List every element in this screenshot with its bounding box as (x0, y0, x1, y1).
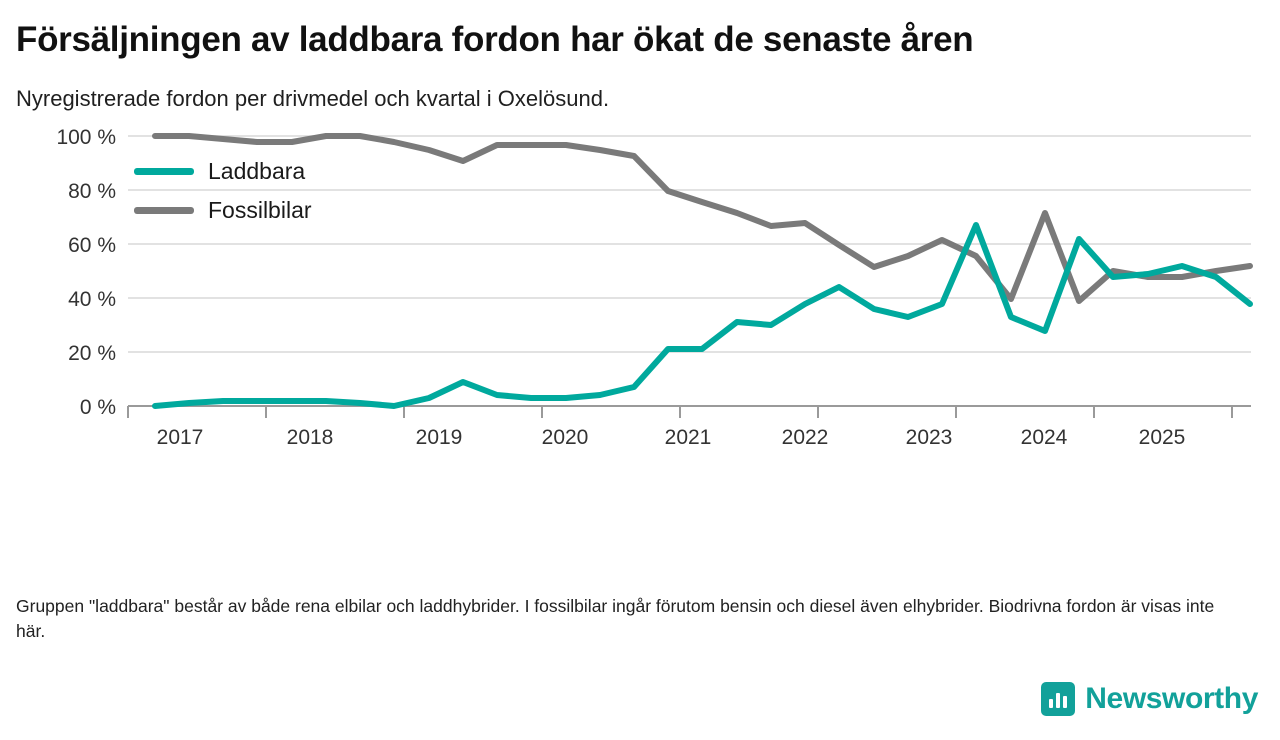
legend-swatch-fossilbilar (134, 207, 194, 214)
page-title: Försäljningen av laddbara fordon har ökat de senaste åren (16, 20, 974, 59)
svg-text:2021: 2021 (664, 426, 712, 450)
y-axis-labels (56, 126, 116, 419)
chart-footnote: Gruppen "laddbara" består av både rena elbilar och laddhybrider. I fossilbilar ingår förutom bensin och diesel även elhybrider. Biodrivna fordon är visas inte här. (16, 595, 1215, 641)
svg-text:60 %: 60 % (68, 234, 116, 258)
brand-logo (1041, 682, 1258, 716)
svg-text:100 %: 100 % (56, 126, 116, 150)
legend-item-laddbara (134, 158, 312, 185)
svg-text:2022: 2022 (781, 426, 829, 450)
x-axis-ticks (128, 406, 1232, 418)
svg-text:2019: 2019 (415, 426, 463, 450)
legend-item-fossilbilar (134, 197, 312, 224)
legend-swatch-laddbara (134, 168, 194, 175)
svg-text:80 %: 80 % (68, 180, 116, 204)
svg-text:0 %: 0 % (79, 396, 116, 420)
svg-text:2018: 2018 (286, 426, 334, 450)
bar-chart-icon (1041, 682, 1075, 716)
svg-text:40 %: 40 % (68, 288, 116, 312)
legend-label-fossilbilar: Fossilbilar (208, 197, 312, 224)
svg-text:2024: 2024 (1020, 426, 1068, 450)
brand-name: Newsworthy (1085, 682, 1258, 715)
svg-text:2023: 2023 (905, 426, 953, 450)
chart-page (0, 20, 1280, 740)
x-axis-labels (157, 426, 1186, 449)
svg-text:2025: 2025 (1138, 426, 1186, 450)
legend-label-laddbara: Laddbara (208, 158, 306, 185)
series-line-laddbara (155, 225, 1250, 406)
chart-legend (134, 158, 312, 224)
svg-text:2020: 2020 (541, 426, 589, 450)
series-line-fossilbilar (155, 136, 1250, 301)
chart-container (16, 126, 1264, 456)
svg-text:2017: 2017 (156, 426, 204, 450)
page-subtitle: Nyregistrerade fordon per drivmedel och kvartal i Oxelösund. (16, 86, 610, 112)
svg-text:20 %: 20 % (68, 342, 116, 366)
